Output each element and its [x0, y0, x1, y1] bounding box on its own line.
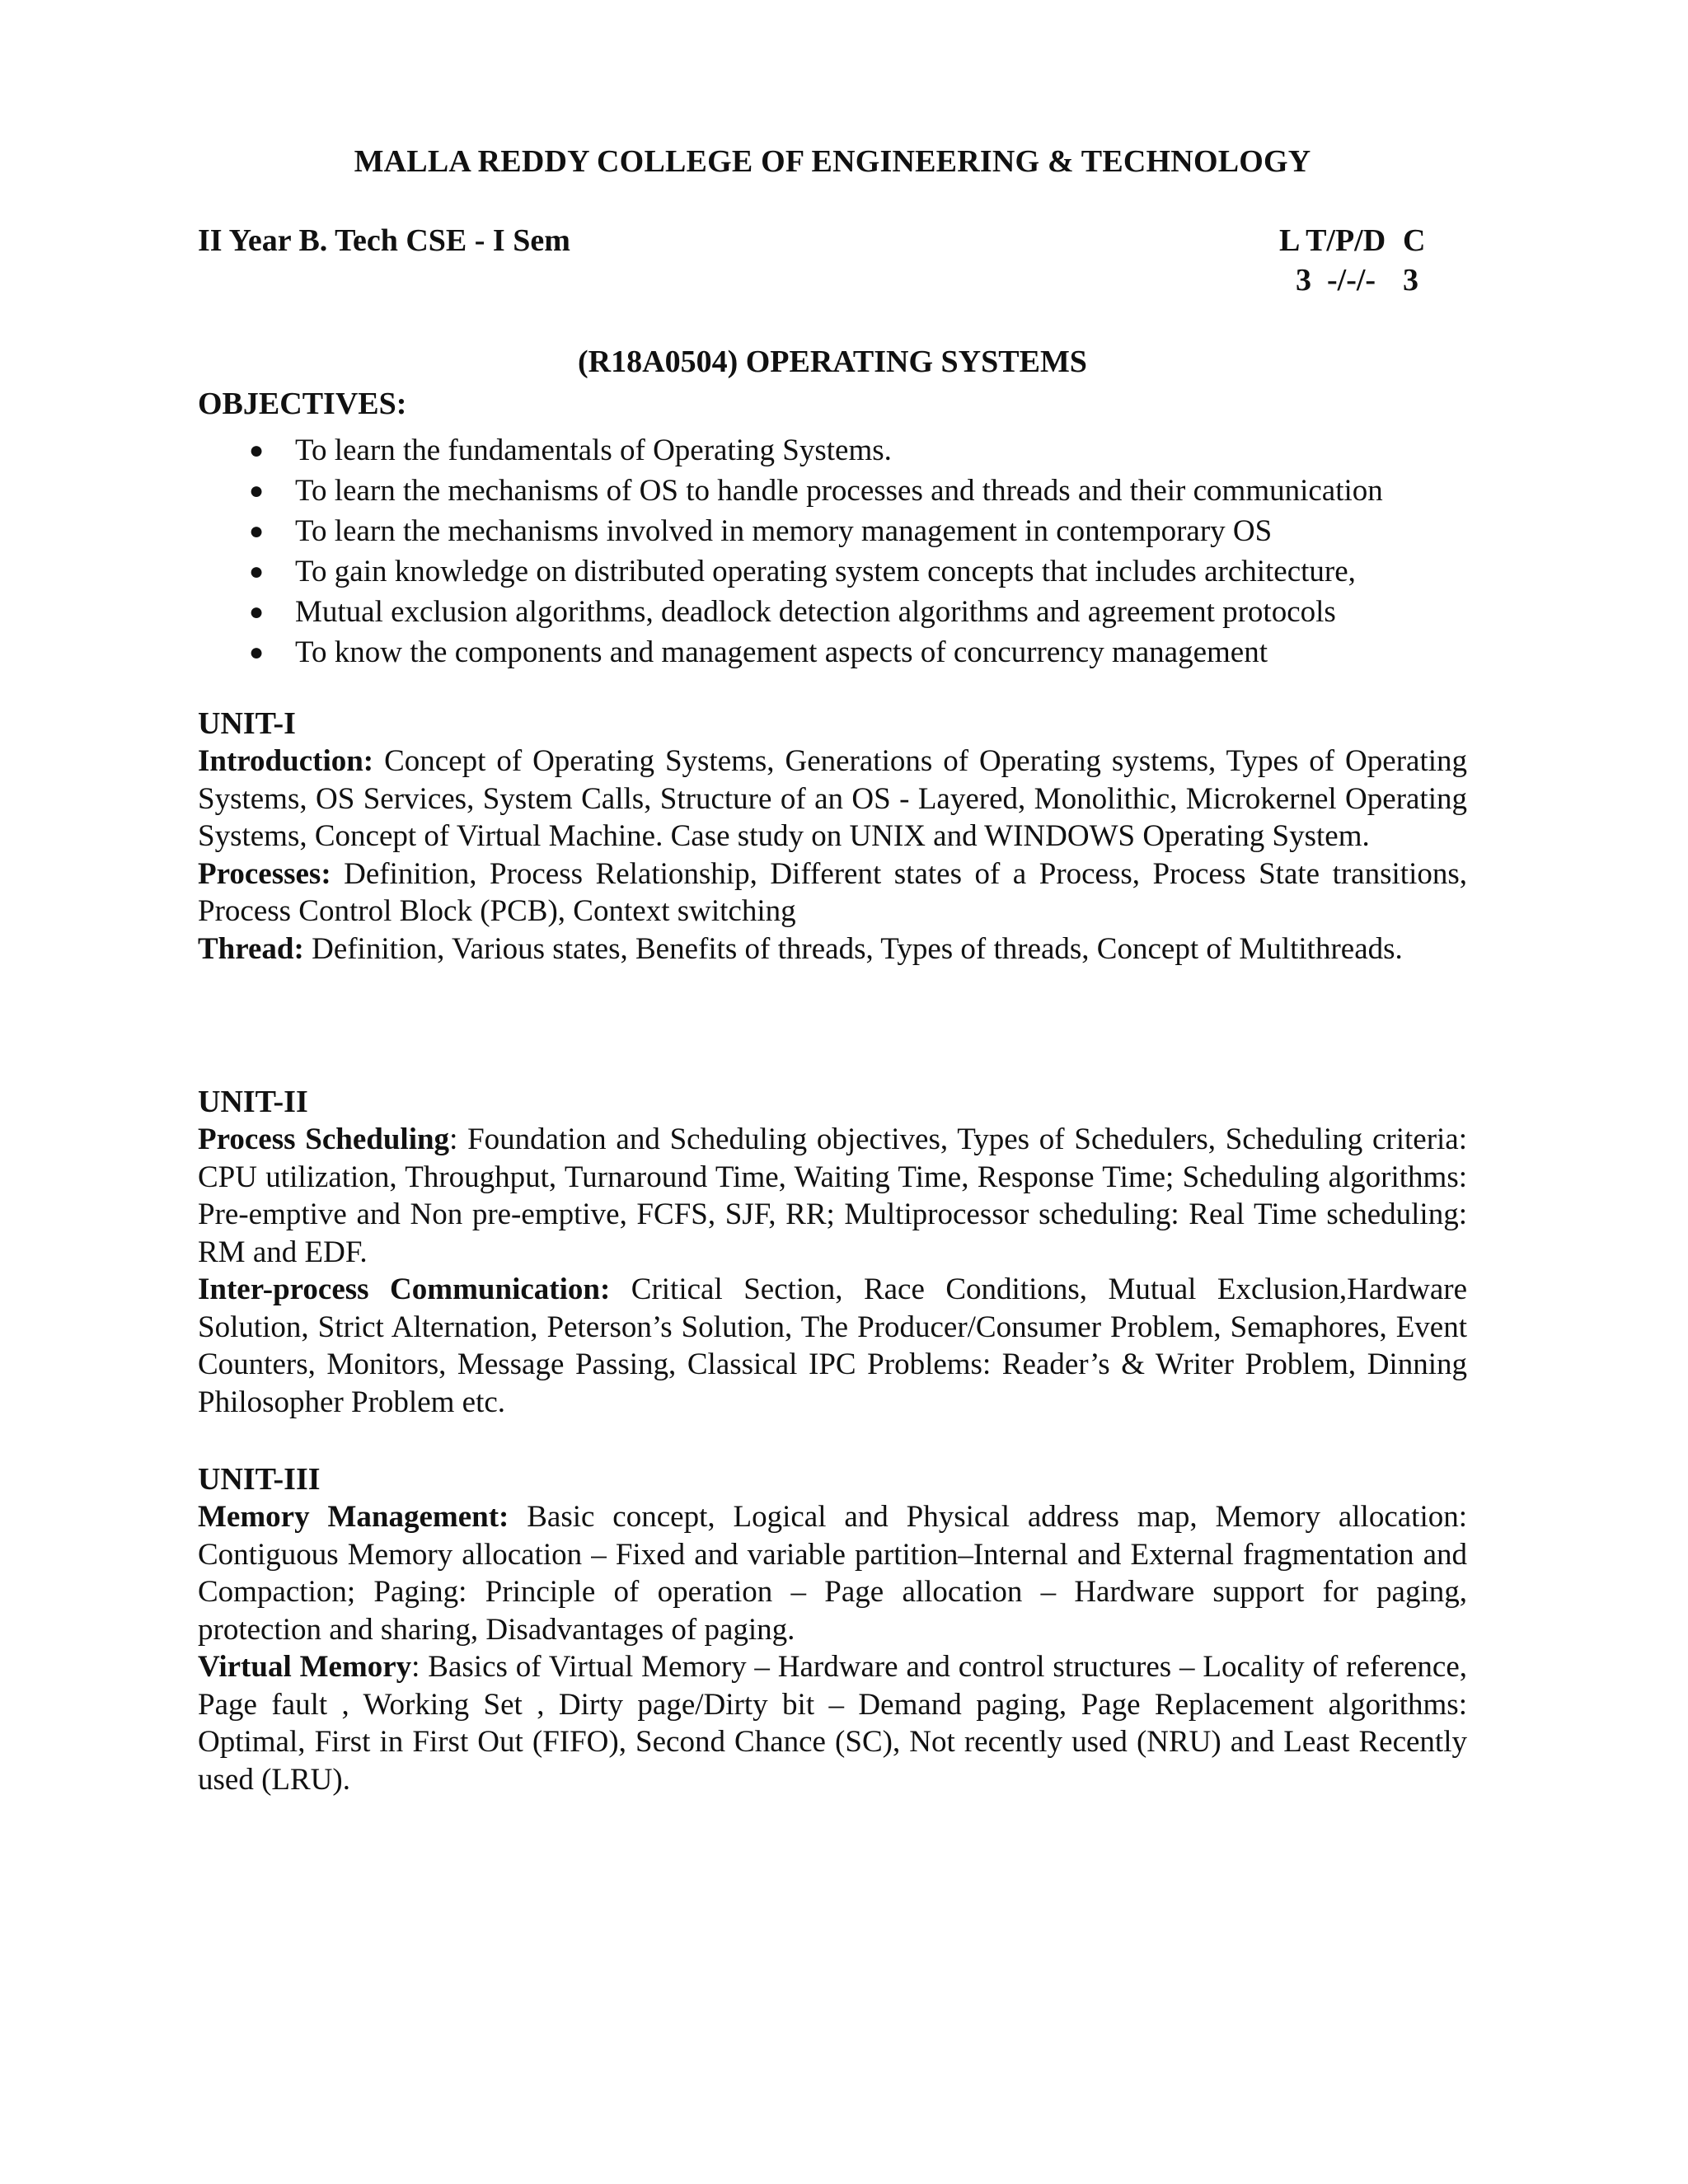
ltpd-label: L T/P/D	[1279, 223, 1386, 258]
topic-heading: Inter-process Communication:	[198, 1272, 611, 1306]
topic-heading: Virtual Memory	[198, 1650, 412, 1684]
objective-item	[198, 471, 1484, 511]
objective-text: To learn the mechanisms of OS to handle processes and threads and their communication	[295, 474, 1383, 508]
credit-label: C	[1403, 223, 1426, 258]
topic-heading: Introduction:	[198, 744, 374, 778]
objective-item	[198, 511, 1484, 551]
objective-text: To learn the mechanisms involved in memory management in contemporary OS	[295, 514, 1273, 548]
topic-paragraph	[198, 1271, 1467, 1421]
topic-paragraph	[198, 1648, 1467, 1798]
credit-table	[1279, 221, 1461, 300]
topic-text: Definition, Process Relationship, Different states of a Process, Process State transitions, Process Control Block (PCB), Context switching	[198, 856, 1467, 928]
unit-title: UNIT-II	[198, 1085, 308, 1119]
bullet-icon: ●	[249, 518, 265, 545]
objective-item	[198, 551, 1484, 592]
unit-title: UNIT-I	[198, 706, 296, 741]
unit-1-section	[198, 705, 1467, 968]
topic-paragraph	[198, 743, 1467, 855]
course-year: II Year B. Tech CSE - I Sem	[198, 223, 570, 258]
unit-title: UNIT-III	[198, 1462, 321, 1497]
objective-text: To gain knowledge on distributed operating system concepts that includes architecture,	[295, 555, 1356, 588]
syllabus-page	[198, 0, 1467, 2184]
objective-item	[198, 632, 1484, 673]
objective-item	[198, 592, 1484, 632]
unit-2-section	[198, 1083, 1467, 1421]
topic-heading: Process Scheduling	[198, 1122, 450, 1156]
bullet-icon: ●	[249, 477, 265, 504]
topic-paragraph	[198, 855, 1467, 930]
topic-paragraph	[198, 1121, 1467, 1271]
bullet-icon: ●	[249, 639, 265, 666]
objective-text: Mutual exclusion algorithms, deadlock detection algorithms and agreement protocols	[295, 595, 1336, 629]
topic-text: : Basics of Virtual Memory – Hardware and control structures – Locality of reference, Page fault , Working Set , Dirty page/Dirty bit – Demand paging, Page Replacement algorithms: Optimal, First in First Out (FIFO), Second Chance (SC), Not recently used (NRU) and Least Recently used (LRU).	[198, 1650, 1468, 1797]
topic-text: Definition, Various states, Benefits of threads, Types of threads, Concept of Multithreads.	[303, 931, 1403, 966]
college-name: MALLA REDDY COLLEGE OF ENGINEERING & TECHNOLOGY	[354, 144, 1311, 179]
bullet-icon: ●	[249, 437, 265, 464]
ltpd-value: 3 -/-/-	[1296, 263, 1376, 298]
objective-item	[198, 430, 1484, 471]
topic-paragraph	[198, 1498, 1467, 1648]
topic-heading: Processes:	[198, 856, 331, 891]
objectives-heading: OBJECTIVES:	[198, 387, 407, 421]
unit-3-section	[198, 1460, 1467, 1798]
topic-text: Basic concept, Logical and Physical address map, Memory allocation: Contiguous Memory allocation – Fixed and variable partition–Internal and External fragmentation and Compaction; Paging: Principle of operation – Page allocation – Hardware support for paging, protection and sharing, Disadvantages of paging.	[198, 1500, 1468, 1647]
bullet-icon: ●	[249, 598, 265, 626]
credit-value: 3	[1403, 263, 1418, 298]
topic-heading: Thread:	[198, 931, 304, 966]
objective-text: To know the components and management aspects of concurrency management	[295, 635, 1268, 669]
subject-title: (R18A0504) OPERATING SYSTEMS	[578, 344, 1087, 379]
bullet-icon: ●	[249, 558, 265, 585]
topic-paragraph	[198, 930, 1467, 968]
topic-text: Critical Section, Race Conditions, Mutual Exclusion,Hardware Solution, Strict Alternation, Peterson’s Solution, The Producer/Consumer Problem, Semaphores, Event Counters, Monitors, Message Passing, Classical IPC Problems: Reader’s & Writer Problem, Dinning Philosopher Problem etc.	[198, 1272, 1467, 1419]
topic-text: : Foundation and Scheduling objectives, Types of Schedulers, Scheduling criteria: CPU utilization, Throughput, Turnaround Time, Waiting Time, Response Time; Scheduling algorithms: Pre-emptive and Non pre-emptive, FCFS, SJF, RR; Multiprocessor scheduling: Real Time scheduling: RM and EDF.	[198, 1122, 1467, 1269]
objective-text: To learn the fundamentals of Operating Systems.	[295, 434, 892, 467]
objectives-list	[198, 430, 1484, 673]
topic-heading: Memory Management:	[198, 1500, 509, 1534]
topic-text: Concept of Operating Systems, Generations of Operating systems, Types of Operating Systems, OS Services, System Calls, Structure of an OS - Layered, Monolithic, Microkernel Operating Systems, Concept of Virtual Machine. Case study on UNIX and WINDOWS Operating System.	[198, 744, 1467, 853]
